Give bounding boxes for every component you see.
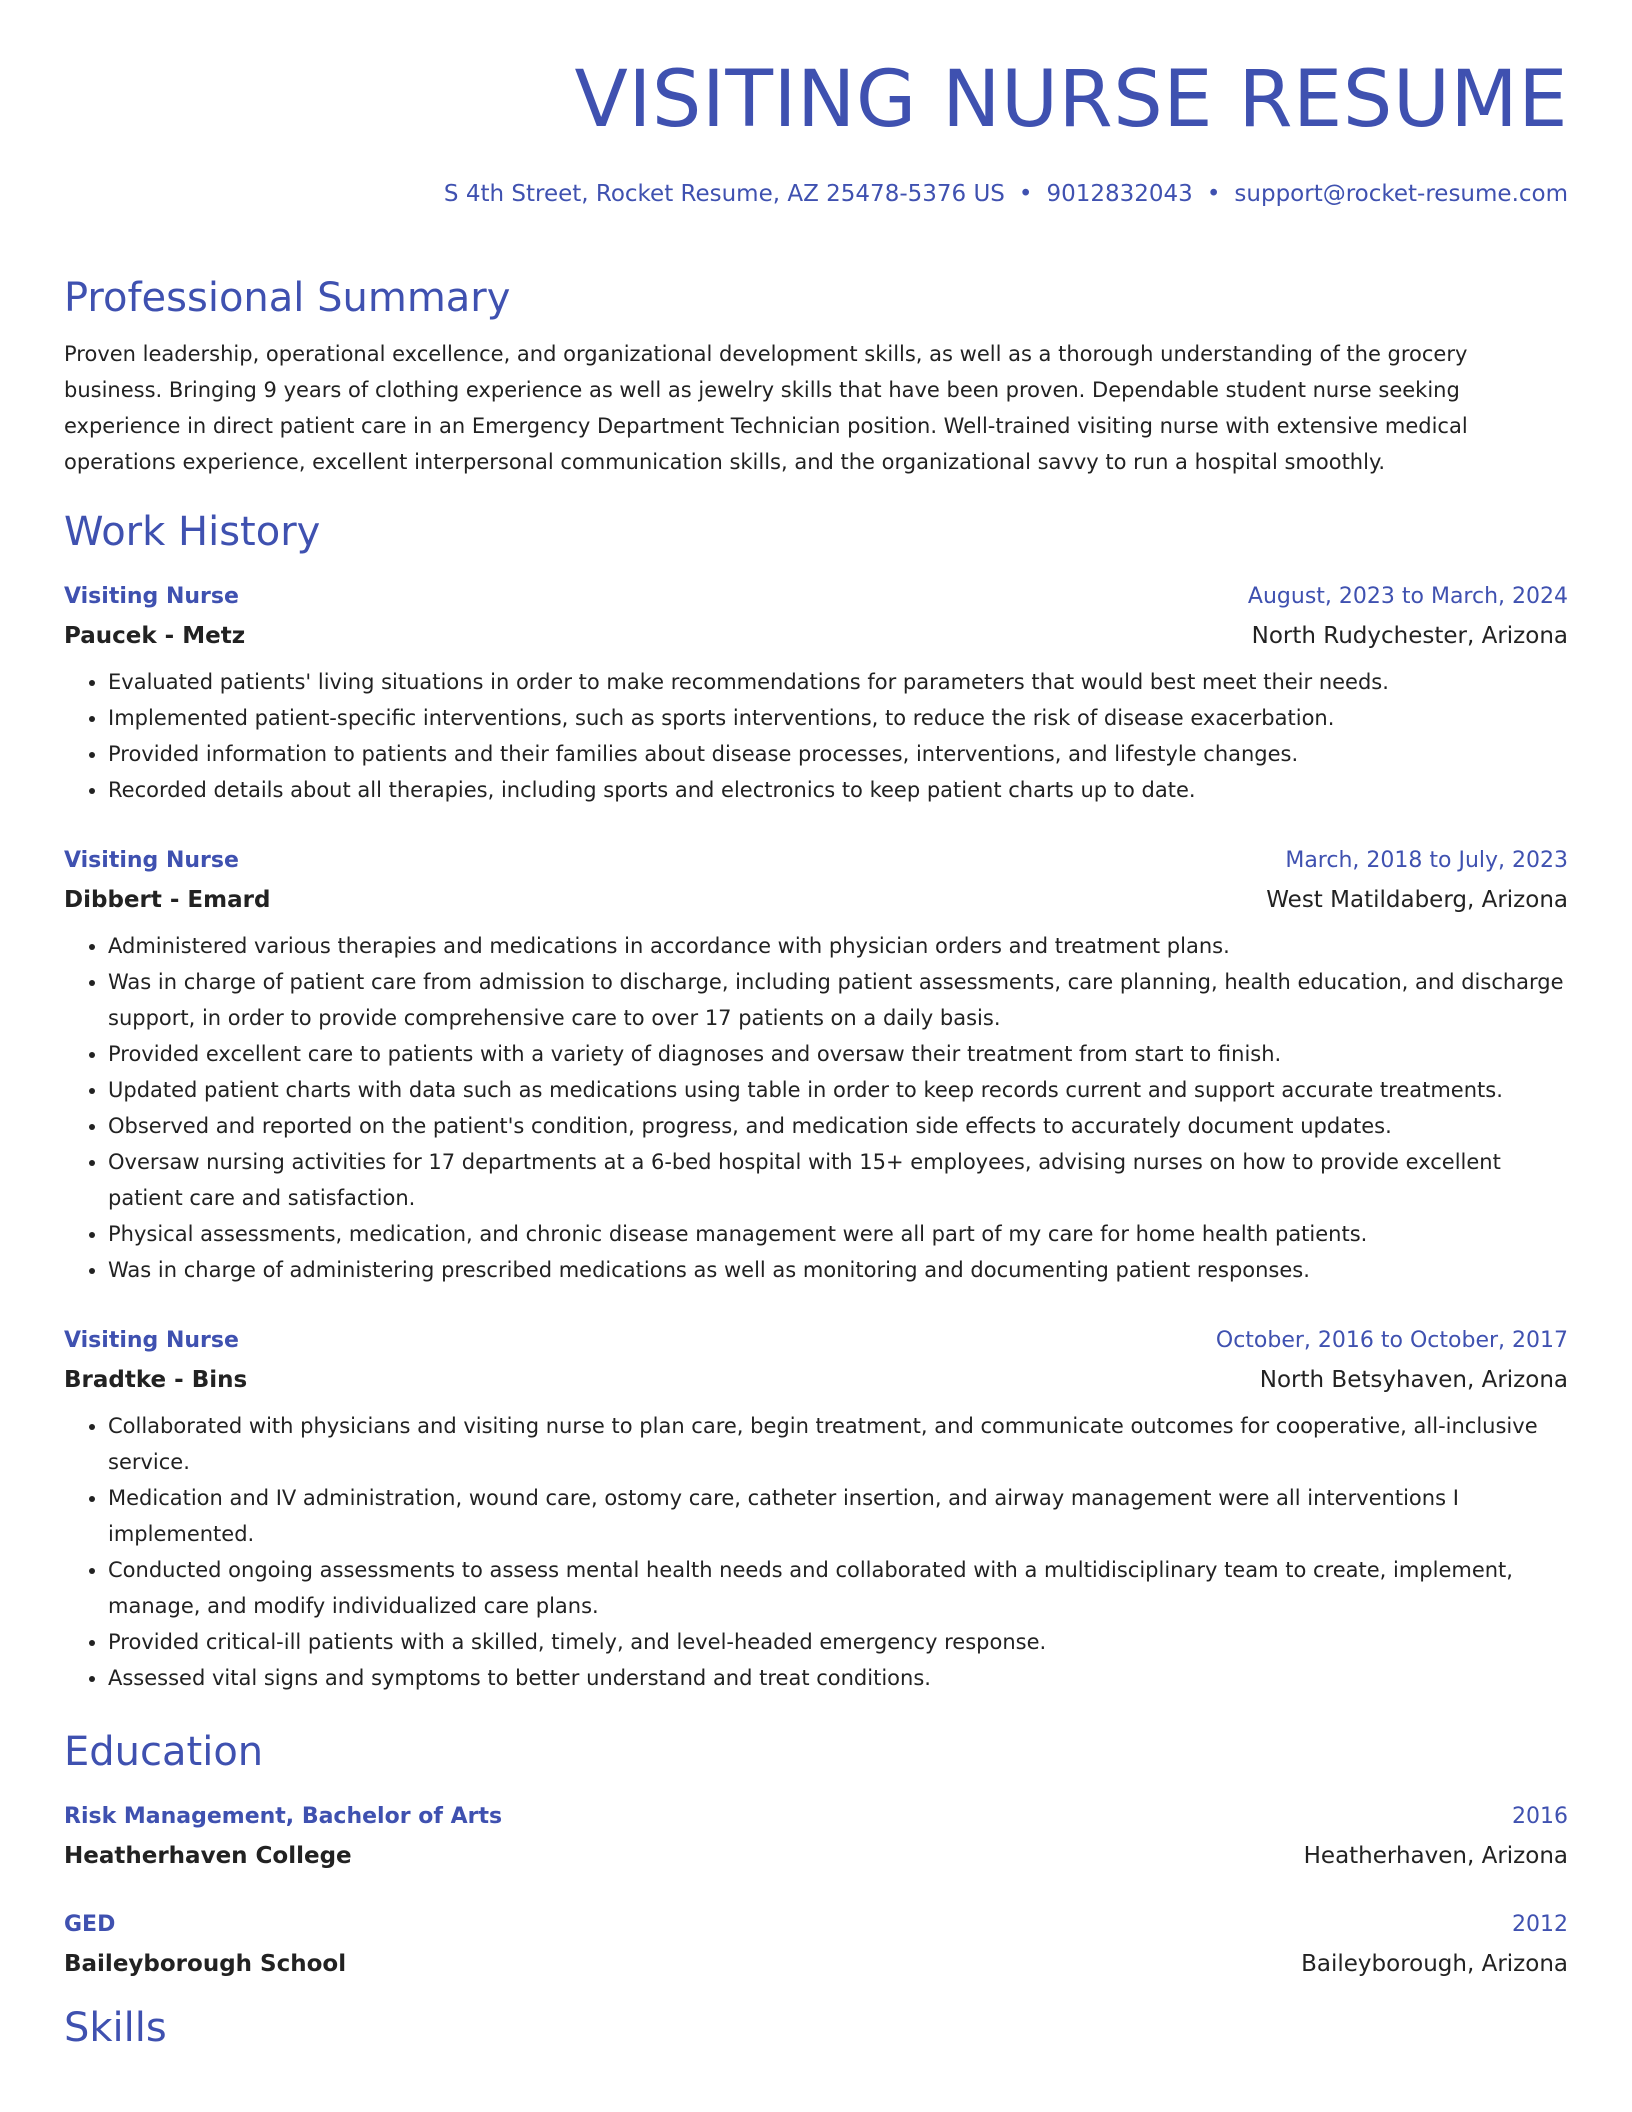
job-company-row: [64, 1360, 1568, 1400]
job-entry: [64, 1322, 1568, 1696]
skills-heading: Skills: [64, 2005, 167, 2051]
job-header-row: [64, 578, 1568, 616]
education-header-row: [64, 1798, 1568, 1836]
job-company: Bradtke - Bins: [64, 1367, 248, 1393]
job-bullet: • Updated patient charts with data such as medications using table in order to keep records current and support accurate treatments.: [108, 1072, 1568, 1108]
contact-phone: 9012832043: [1046, 181, 1193, 207]
contact-line: [64, 178, 1568, 210]
contact-email: support@rocket-resume.com: [1234, 181, 1568, 207]
job-header-row: [64, 1322, 1568, 1360]
summary-text: Proven leadership, operational excellence, and organizational development skills, as well as a thorough understanding of the grocery business. Bringing 9 years of clothing experience as well as jewelry skills that have been proven. Dependable student nurse seeking experience in direct patient care in an Emergency Department Technician position. Well-trained visiting nurse with extensive medical operations experience, excellent interpersonal communication skills, and the organizational savvy to run a hospital smoothly.: [64, 342, 1468, 474]
job-dates: October, 2016 to October, 2017: [1215, 1328, 1568, 1353]
education-location: Baileyborough, Arizona: [1301, 1951, 1568, 1977]
education-degree: GED: [64, 1912, 116, 1937]
job-bullet: • Provided excellent care to patients with a variety of diagnoses and oversaw their treatment from start to finish.: [108, 1036, 1568, 1072]
education-school: Baileyborough School: [64, 1951, 347, 1977]
job-bullet: • Evaluated patients' living situations in order to make recommendations for parameters that would best meet their needs.: [108, 664, 1568, 700]
job-bullet: • Provided information to patients and their families about disease processes, interventions, and lifestyle changes.: [108, 736, 1568, 772]
resume-header: [64, 0, 1568, 210]
job-bullet: • Physical assessments, medication, and chronic disease management were all part of my care for home health patients.: [108, 1216, 1568, 1252]
job-title: Visiting Nurse: [64, 584, 239, 609]
job-title: Visiting Nurse: [64, 848, 239, 873]
job-bullets: [64, 1408, 1568, 1696]
job-location: North Betsyhaven, Arizona: [1259, 1367, 1568, 1393]
job-bullet: • Collaborated with physicians and visiting nurse to plan care, begin treatment, and communicate outcomes for cooperative, all-inclusive service.: [108, 1408, 1568, 1480]
job-company: Paucek - Metz: [64, 623, 246, 649]
job-bullet: • Assessed vital signs and symptoms to better understand and treat conditions.: [108, 1660, 1568, 1696]
education-entry: [64, 1906, 1568, 1984]
job-bullets: [64, 664, 1568, 808]
education-degree: Risk Management, Bachelor of Arts: [64, 1804, 503, 1829]
education-year: 2016: [1512, 1804, 1568, 1829]
job-bullet: • Medication and IV administration, wound care, ostomy care, catheter insertion, and airway management were all interventions I implemented.: [108, 1480, 1568, 1552]
education-school: Heatherhaven College: [64, 1843, 352, 1869]
job-bullet: • Was in charge of patient care from admission to discharge, including patient assessments, care planning, health education, and discharge support, in order to provide comprehensive care to over 17 patients on a daily basis.: [108, 964, 1568, 1036]
job-company-row: [64, 616, 1568, 656]
job-bullet: • Implemented patient-specific interventions, such as sports interventions, to reduce the risk of disease exacerbation.: [108, 700, 1568, 736]
job-bullet: • Conducted ongoing assessments to assess mental health needs and collaborated with a multidisciplinary team to create, implement, manage, and modify individualized care plans.: [108, 1552, 1568, 1624]
job-bullet: • Recorded details about all therapies, including sports and electronics to keep patient charts up to date.: [108, 772, 1568, 808]
job-location: West Matildaberg, Arizona: [1266, 887, 1568, 913]
job-bullet: • Was in charge of administering prescribed medications as well as monitoring and documenting patient responses.: [108, 1252, 1568, 1288]
summary-heading: Professional Summary: [64, 275, 511, 321]
education-header-row: [64, 1906, 1568, 1944]
education-heading: Education: [64, 1729, 264, 1775]
job-bullet: • Provided critical-ill patients with a skilled, timely, and level-headed emergency response.: [108, 1624, 1568, 1660]
job-header-row: [64, 842, 1568, 880]
contact-separator: •: [1206, 181, 1221, 207]
education-school-row: [64, 1944, 1568, 1984]
education-entry: [64, 1798, 1568, 1876]
job-bullet: • Observed and reported on the patient's condition, progress, and medication side effects to accurately document updates.: [108, 1108, 1568, 1144]
work-history-heading: Work History: [64, 509, 321, 555]
job-company: Dibbert - Emard: [64, 887, 271, 913]
job-dates: March, 2018 to July, 2023: [1285, 848, 1568, 873]
job-title: Visiting Nurse: [64, 1328, 239, 1353]
job-company-row: [64, 880, 1568, 920]
resume-page: [64, 0, 1568, 2054]
job-dates: August, 2023 to March, 2024: [1247, 584, 1568, 609]
job-entry: [64, 842, 1568, 1288]
education-year: 2012: [1512, 1912, 1568, 1937]
job-bullet: • Oversaw nursing activities for 17 departments at a 6-bed hospital with 15+ employees, advising nurses on how to provide excellent patient care and satisfaction.: [108, 1144, 1568, 1216]
education-school-row: [64, 1836, 1568, 1876]
job-bullet: • Administered various therapies and medications in accordance with physician orders and treatment plans.: [108, 928, 1568, 964]
job-bullets: [64, 928, 1568, 1288]
job-entry: [64, 578, 1568, 808]
contact-address: S 4th Street, Rocket Resume, AZ 25478-5376 US: [443, 181, 1005, 207]
job-location: North Rudychester, Arizona: [1251, 623, 1568, 649]
education-location: Heatherhaven, Arizona: [1303, 1843, 1568, 1869]
contact-separator: •: [1018, 181, 1033, 207]
resume-title: VISITING NURSE RESUME: [574, 55, 1568, 145]
